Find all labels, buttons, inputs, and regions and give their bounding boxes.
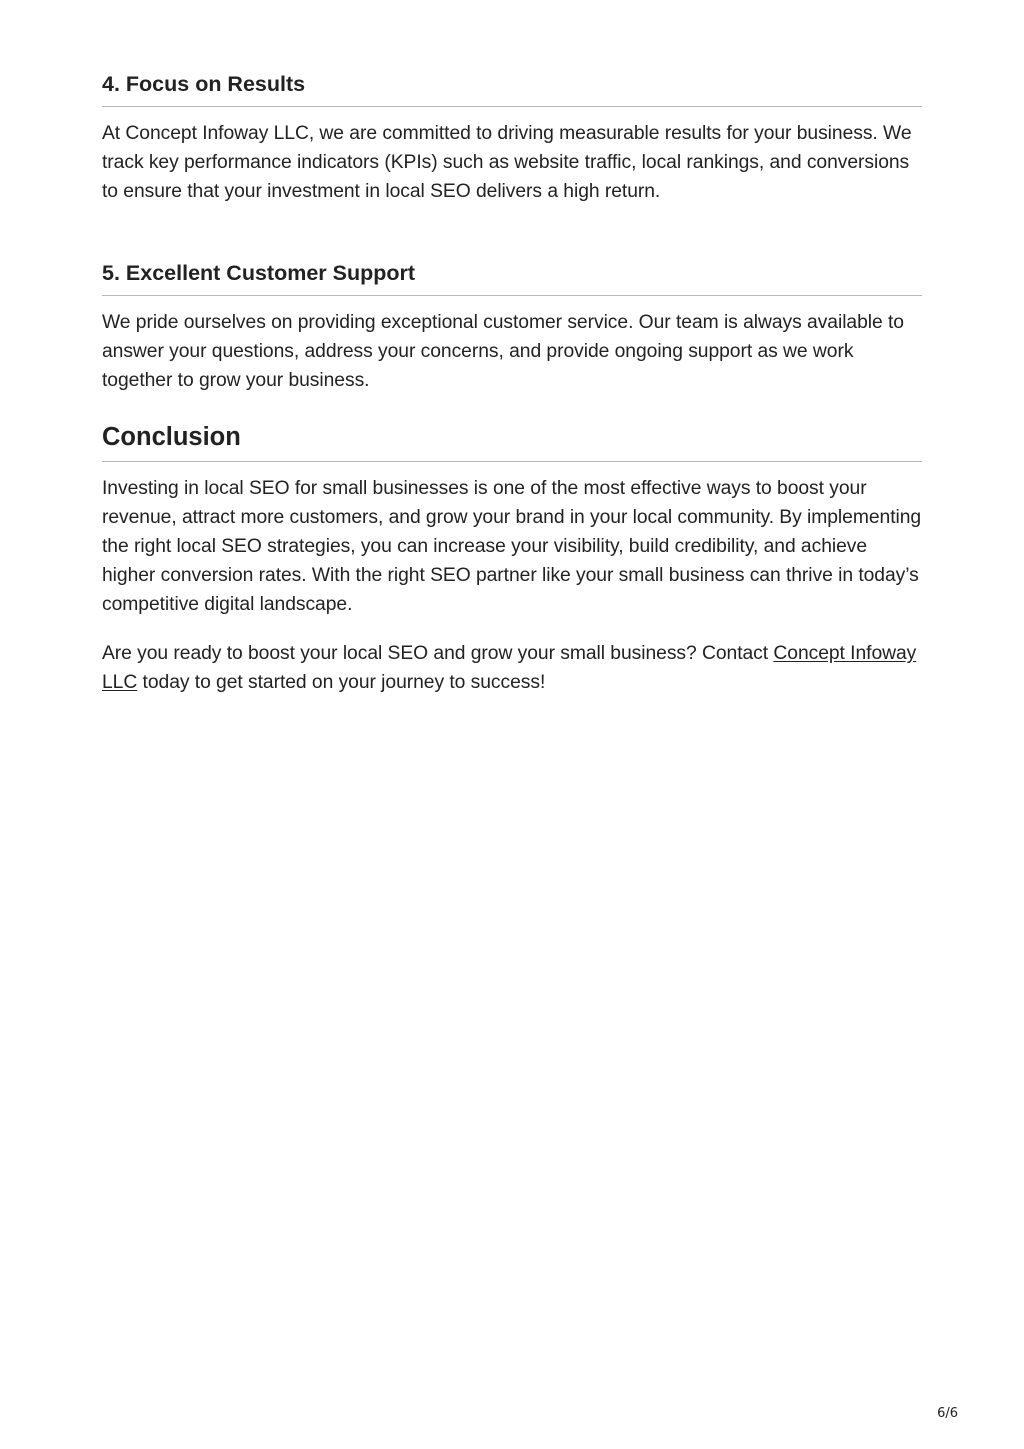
section-conclusion — [102, 422, 922, 697]
section-paragraph: At Concept Infoway LLC, we are committed to driving measurable results for your business. We track key performance indicators (KPIs) such as website traffic, local rankings, and conversions to ensure that your investment in local SEO delivers a high return. — [102, 123, 912, 202]
conclusion-paragraph: Investing in local SEO for small businesses is one of the most effective ways to boost your revenue, attract more customers, and grow your brand in your local community. By implementing the right local SEO strategies, you can increase your visibility, build credibility, and achieve higher conversion rates. With the right SEO partner like your small business can thrive in today’s competitive digital landscape. — [102, 478, 922, 615]
contact-text-before: Are you ready to boost your local SEO and grow your small business? Contact — [102, 643, 774, 664]
section-heading: 5. Excellent Customer Support — [102, 260, 922, 296]
section-customer-support — [102, 260, 922, 395]
concept-infoway-link[interactable]: Concept Infoway LLC — [102, 643, 917, 693]
page-number: 6/6 — [937, 1406, 958, 1421]
conclusion-heading: Conclusion — [102, 422, 922, 462]
contact-text-after: today to get started on your journey to success! — [137, 672, 546, 693]
section-paragraph: We pride ourselves on providing exceptional customer service. Our team is always available to answer your questions, address your concerns, and provide ongoing support as we work together to grow your business. — [102, 312, 904, 391]
section-focus-on-results — [102, 71, 922, 206]
contact-paragraph — [102, 639, 922, 697]
section-heading: 4. Focus on Results — [102, 71, 922, 107]
